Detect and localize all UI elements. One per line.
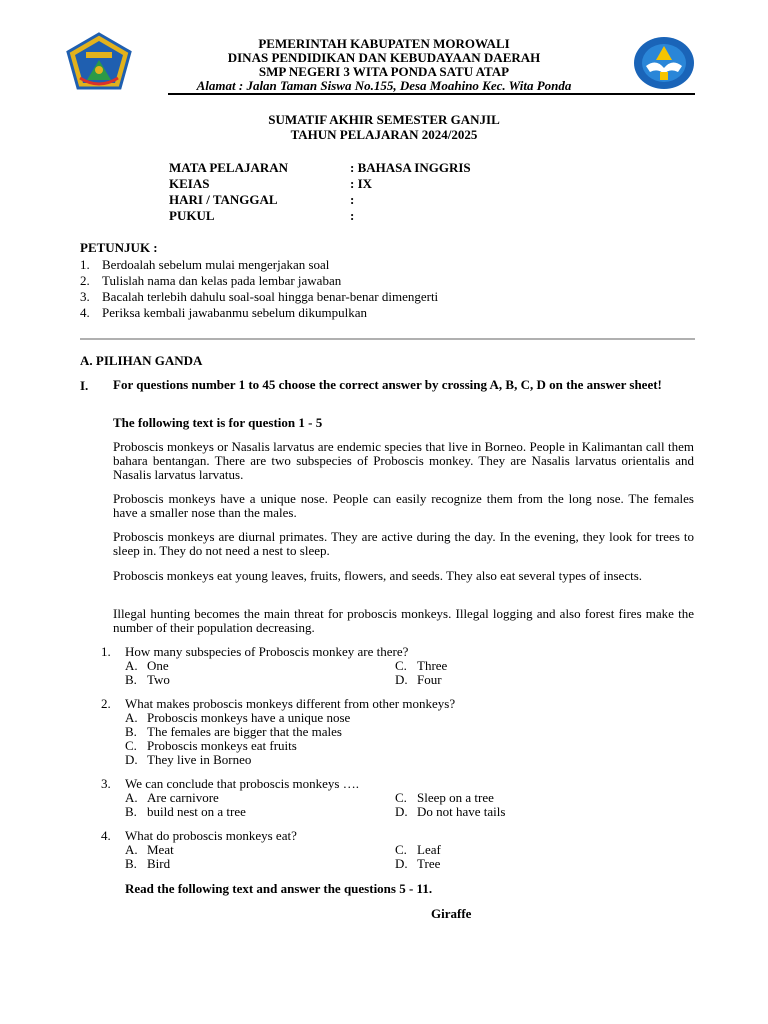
option-c: C. Proboscis monkeys eat fruits [125, 738, 297, 753]
option-b: B. The females are bigger that the males [125, 724, 342, 739]
part-roman-numeral: I. [80, 378, 89, 393]
header-department: DINAS PENDIDIKAN DAN KEBUDAYAAN DAERAH [227, 50, 541, 65]
info-value-date: : [350, 192, 355, 207]
question-number: 4. [101, 828, 111, 843]
option-a: A. One [125, 658, 169, 673]
reading-paragraph: Proboscis monkeys are diurnal primates. They are active during the day. In the evening, they look for trees to sleep in. They do not need a nest to sleep. [113, 529, 694, 558]
part-instruction: For questions number 1 to 45 choose the correct answer by crossing A, B, C, D on the answer sheet! [113, 377, 662, 392]
option-b: B. build nest on a tree [125, 804, 246, 819]
option-d: D. Tree [395, 856, 441, 871]
header-address: Alamat : Jalan Taman Siswa No.155, Desa Moahino Kec. Wita Ponda [196, 78, 572, 93]
section-a-heading: A. PILIHAN GANDA [80, 353, 203, 368]
next-text-intro: Read the following text and answer the questions 5 - 11. [125, 881, 433, 896]
header-school: SMP NEGERI 3 WITA PONDA SATU ATAP [258, 64, 510, 79]
question-text: What makes proboscis monkeys different from other monkeys? [125, 696, 456, 711]
instruction-item: 2. Tulislah nama dan kelas pada lembar jawaban [80, 273, 342, 288]
question-number: 2. [101, 696, 111, 711]
option-a: A. Meat [125, 842, 174, 857]
option-c: C. Sleep on a tree [395, 790, 494, 805]
option-b: B. Two [125, 672, 170, 687]
question-text: We can conclude that proboscis monkeys …. [125, 776, 359, 791]
info-label-class: KEIAS [169, 176, 210, 191]
exam-title: SUMATIF AKHIR SEMESTER GANJIL [268, 112, 500, 127]
question-number: 3. [101, 776, 111, 791]
instruction-item: 1. Berdoalah sebelum mulai mengerjakan soal [80, 257, 330, 272]
info-value-class: : IX [350, 176, 373, 191]
header-government: PEMERINTAH KABUPATEN MOROWALI [258, 36, 510, 51]
option-a: A. Are carnivore [125, 790, 219, 805]
question-text: What do proboscis monkeys eat? [125, 828, 297, 843]
info-value-subject: : BAHASA INGGRIS [350, 160, 471, 175]
info-value-time: : [350, 208, 355, 223]
info-label-subject: MATA PELAJARAN [169, 160, 289, 175]
option-b: B. Bird [125, 856, 171, 871]
instruction-item: 4. Periksa kembali jawabanmu sebelum dikumpulkan [80, 305, 367, 320]
info-label-date: HARI / TANGGAL [169, 192, 278, 207]
question-text: How many subspecies of Proboscis monkey are there? [125, 644, 409, 659]
option-d: D. They live in Borneo [125, 752, 252, 767]
reading-paragraph: Proboscis monkeys or Nasalis larvatus are endemic species that live in Borneo. People in Kalimantan call them bahara bentangan. There are two subspecies of Proboscis monkey. They are Nasalis larvatus orientalis and Nasalis larvatus larvatus. [113, 439, 694, 482]
section-divider [80, 338, 695, 340]
instruction-item: 3. Bacalah terlebih dahulu soal-soal hingga benar-benar dimengerti [80, 289, 439, 304]
header-rule [168, 93, 695, 95]
reading-paragraph: Proboscis monkeys have a unique nose. People can easily recognize them from the long nose. The females have a smaller nose than the males. [113, 491, 694, 520]
option-c: C. Leaf [395, 842, 441, 857]
option-c: C. Three [395, 658, 448, 673]
text-intro: The following text is for question 1 - 5 [113, 415, 323, 430]
option-a: A. Proboscis monkeys have a unique nose [125, 710, 351, 725]
school-year: TAHUN PELAJARAN 2024/2025 [290, 127, 478, 142]
option-d: D. Do not have tails [395, 804, 506, 819]
info-label-time: PUKUL [169, 208, 215, 223]
instructions-heading: PETUNJUK : [80, 240, 158, 255]
reading-paragraph: Proboscis monkeys eat young leaves, fruits, flowers, and seeds. They also eat several types of insects. [113, 568, 643, 583]
question-number: 1. [101, 644, 111, 659]
next-text-title: Giraffe [431, 906, 472, 921]
reading-paragraph: Illegal hunting becomes the main threat for proboscis monkeys. Illegal logging and also forest fires make the number of their population decreasing. [113, 606, 694, 635]
option-d: D. Four [395, 672, 442, 687]
